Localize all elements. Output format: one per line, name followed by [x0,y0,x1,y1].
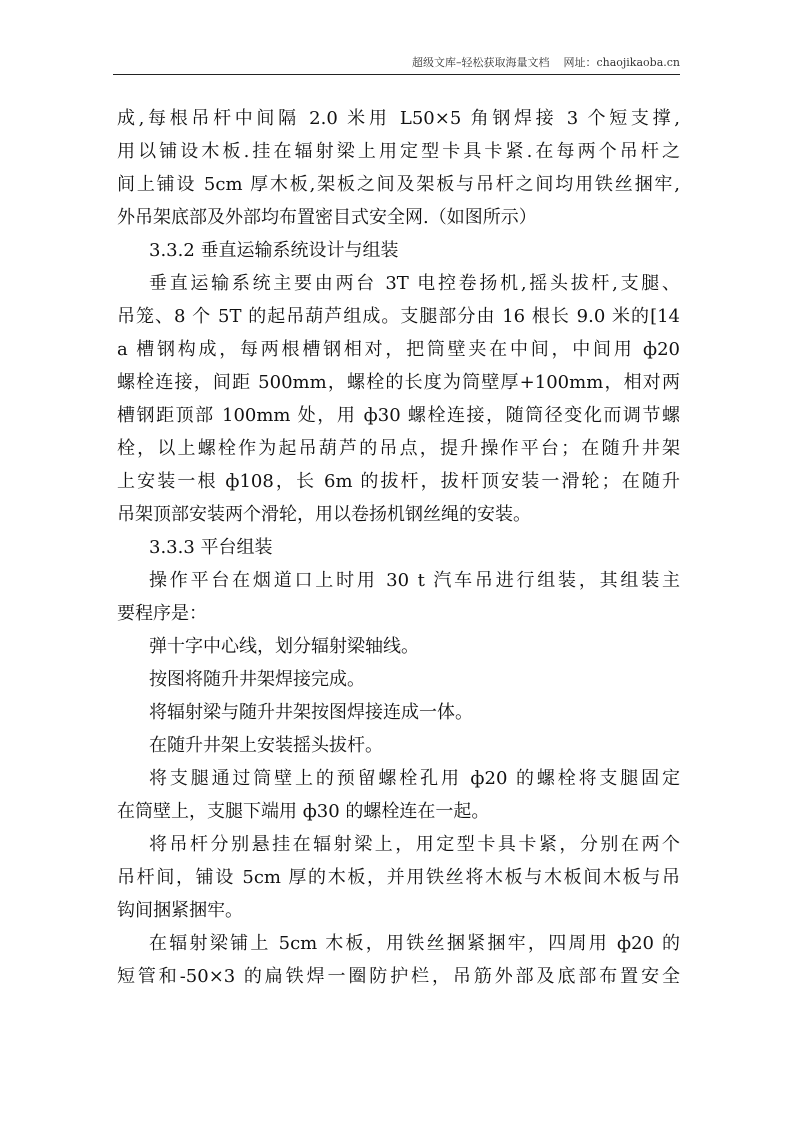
text-line: 弹十字中心线，划分辐射梁轴线。 [149,636,419,657]
text-line: 吊杆间，铺设 5cm 厚的木板，并用铁丝将木板与木板间木板与吊 [117,867,680,888]
text-line: a 槽钢构成，每两根槽钢相对，把筒壁夹在中间，中间用 ф20 [117,339,680,360]
text-line: 3.3.3 平台组装 [149,537,273,558]
text-line: 要程序是： [117,603,207,624]
text-line: 将支腿通过筒壁上的预留螺栓孔用 ф20 的螺栓将支腿固定 [149,768,680,789]
text-line: 栓，以上螺栓作为起吊葫芦的吊点，提升操作平台；在随升井架 [117,438,680,459]
text-line: 钩间捆紧捆牢。 [117,900,243,921]
text-line: 吊笼、8 个 5T 的起吊葫芦组成。支腿部分由 16 根长 9.0 米的[14 [117,306,680,327]
header-url: 网址：chaojikaoba.cn [563,56,680,69]
text-line: 间上铺设 5cm 厚木板,架板之间及架板与吊杆之间均用铁丝捆牢, [117,174,680,195]
text-line: 吊架顶部安装两个滑轮，用以卷扬机钢丝绳的安装。 [117,504,531,525]
text-line: 槽钢距顶部 100mm 处，用 ф30 螺栓连接，随筒径变化而调节螺 [117,405,680,426]
text-line: 成,每根吊杆中间隔 2.0 米用 L50×5 角钢焊接 3 个短支撑, [117,108,680,129]
text-line: 外吊架底部及外部均布置密目式安全网.（如图所示） [117,207,537,228]
document-body [117,102,680,993]
text-line: 3.3.2 垂直运输系统设计与组装 [149,240,399,261]
page-header [113,56,680,75]
text-line: 上安装一根 ф108，长 6m 的拔杆，拔杆顶安装一滑轮；在随升 [117,471,680,492]
text-line: 短管和-50×3 的扁铁焊一圈防护栏，吊筋外部及底部布置安全 [117,966,680,987]
text-line: 在筒壁上，支腿下端用 ф30 的螺栓连在一起。 [117,801,490,822]
text-line: 将吊杆分别悬挂在辐射梁上，用定型卡具卡紧，分别在两个 [149,834,680,855]
text-line: 按图将随升井架焊接完成。 [149,669,365,690]
text-line: 在随升井架上安装摇头拔杆。 [149,735,383,756]
text-line: 将辐射梁与随升井架按图焊接连成一体。 [149,702,473,723]
text-line: 用以铺设木板.挂在辐射梁上用定型卡具卡紧.在每两个吊杆之 [117,141,680,162]
text-line: 操作平台在烟道口上时用 30 t 汽车吊进行组装，其组装主 [149,570,680,591]
text-line: 在辐射梁铺上 5cm 木板，用铁丝捆紧捆牢，四周用 ф20 的 [149,933,680,954]
text-line: 垂直运输系统主要由两台 3T 电控卷扬机,摇头拔杆,支腿、 [149,273,680,294]
header-site-name: 超级文库–轻松获取海量文档 [411,56,550,69]
text-line: 螺栓连接，间距 500mm，螺栓的长度为筒壁厚+100mm，相对两 [117,372,680,393]
